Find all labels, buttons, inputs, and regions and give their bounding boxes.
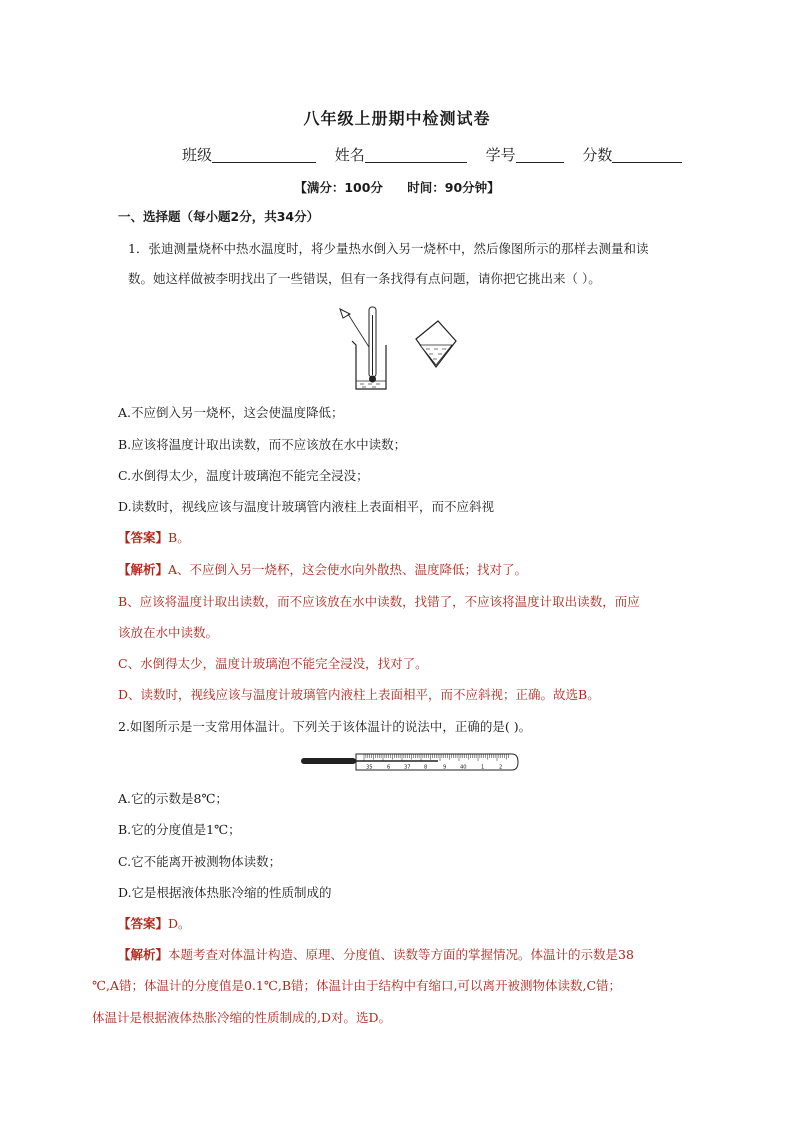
scale-label: 1 xyxy=(481,764,485,771)
scale-label: 6 xyxy=(387,764,391,771)
q1-option-b[interactable]: B.应该将温度计取出读数，而不应该放在水中读数； xyxy=(118,437,407,452)
scale-label: 35 xyxy=(366,764,373,771)
score-blank[interactable] xyxy=(612,147,682,163)
beaker-thermometer-figure xyxy=(334,305,468,395)
section-heading: 一、选择题（每小题2分，共34分） xyxy=(118,209,320,224)
q1-answer-value: B。 xyxy=(168,530,190,545)
mercury-bulb xyxy=(301,758,356,764)
score-time-line xyxy=(0,178,794,196)
q2-analysis-line1: 【解析】本题考查对体温计构造、原理、分度值、读数等方面的掌握情况。体温计的示数是38 xyxy=(118,947,634,962)
q2-stem: 2.如图所示是一支常用体温计。下列关于该体温计的说法中，正确的是( )。 xyxy=(118,719,532,734)
q1-analysis-line5: D、读数时，视线应该与温度计玻璃管内液柱上表面相平，而不应斜视；正确。故选B。 xyxy=(118,687,600,702)
q1-answer-tag: 【答案】 xyxy=(118,530,169,545)
q2-analysis-tag: 【解析】 xyxy=(118,947,169,962)
page-title: 八年级上册期中检测试卷 xyxy=(303,109,491,128)
q1-option-d[interactable]: D.读数时，视线应该与温度计玻璃管内液柱上表面相平，而不应斜视 xyxy=(118,499,495,514)
scale-label: 9 xyxy=(443,764,447,771)
q1-option-a[interactable]: A.不应倒入另一烧杯，这会使温度降低； xyxy=(118,405,344,420)
scale-label: 40 xyxy=(460,764,467,771)
clinical-thermometer-figure xyxy=(300,750,522,774)
q2-option-d[interactable]: D.它是根据液体热胀冷缩的性质制成的 xyxy=(118,885,332,900)
q1-option-c[interactable]: C.水倒得太少，温度计玻璃泡不能完全浸没； xyxy=(118,468,369,483)
name-blank[interactable] xyxy=(365,147,467,163)
thermometer-bulb xyxy=(369,376,376,383)
q2-option-b[interactable]: B.它的分度值是1℃； xyxy=(118,822,241,837)
q1-analysis-line2: B、应该将温度计取出读数，而不应该放在水中读数，找错了，不应该将温度计取出读数，而应 xyxy=(118,594,640,609)
number-label: 学号 xyxy=(485,146,516,164)
full-score: 【满分：100分 xyxy=(294,180,383,195)
name-label: 姓名 xyxy=(334,146,365,164)
q1-analysis-line4: C、水倒得太少，温度计玻璃泡不能完全浸没，找对了。 xyxy=(118,656,428,671)
score-label: 分数 xyxy=(582,146,613,164)
exam-time: 时间：90分钟】 xyxy=(407,180,500,195)
q1-answer xyxy=(118,529,190,547)
student-info-row xyxy=(182,144,696,165)
q2-option-c[interactable]: C.它不能离开被测物体读数； xyxy=(118,854,282,869)
scale-label: 2 xyxy=(499,764,503,771)
q1-stem-line1: 1．张迪测量烧杯中热水温度时，将少量热水倒入另一烧杯中，然后像图所示的那样去测量和读 xyxy=(128,241,649,256)
number-blank[interactable] xyxy=(516,147,564,163)
q2-answer-tag: 【答案】 xyxy=(118,916,169,931)
q1-stem-line2: 数。她这样做被李明找出了一些错误，但有一条找得有点问题，请你把它挑出来（ ）。 xyxy=(128,271,601,286)
right-beaker xyxy=(416,321,456,367)
class-blank[interactable] xyxy=(212,147,316,163)
thermometer-glass xyxy=(356,754,518,770)
q2-answer-value: D。 xyxy=(168,916,191,931)
eye-icon xyxy=(340,309,350,318)
q1-analysis-tag: 【解析】 xyxy=(118,562,169,577)
q2-answer xyxy=(118,915,191,933)
class-label: 班级 xyxy=(182,146,213,164)
q2-analysis-line3: 体温计是根据液体热胀冷缩的性质制成的,D对。选D。 xyxy=(92,1010,392,1025)
q2-option-a[interactable]: A.它的示数是8℃； xyxy=(118,791,228,806)
scale-label: 37 xyxy=(404,764,411,771)
q2-analysis-line2: ℃,A错；体温计的分度值是0.1℃,B错；体温计由于结构中有缩口,可以离开被测物体读数,C错； xyxy=(92,978,622,993)
q1-analysis-line1: 【解析】A、不应倒入另一烧杯，这会使水向外散热、温度降低；找对了。 xyxy=(118,562,528,577)
scale-label: 8 xyxy=(424,764,428,771)
q1-analysis-line3: 该放在水中读数。 xyxy=(118,625,219,640)
